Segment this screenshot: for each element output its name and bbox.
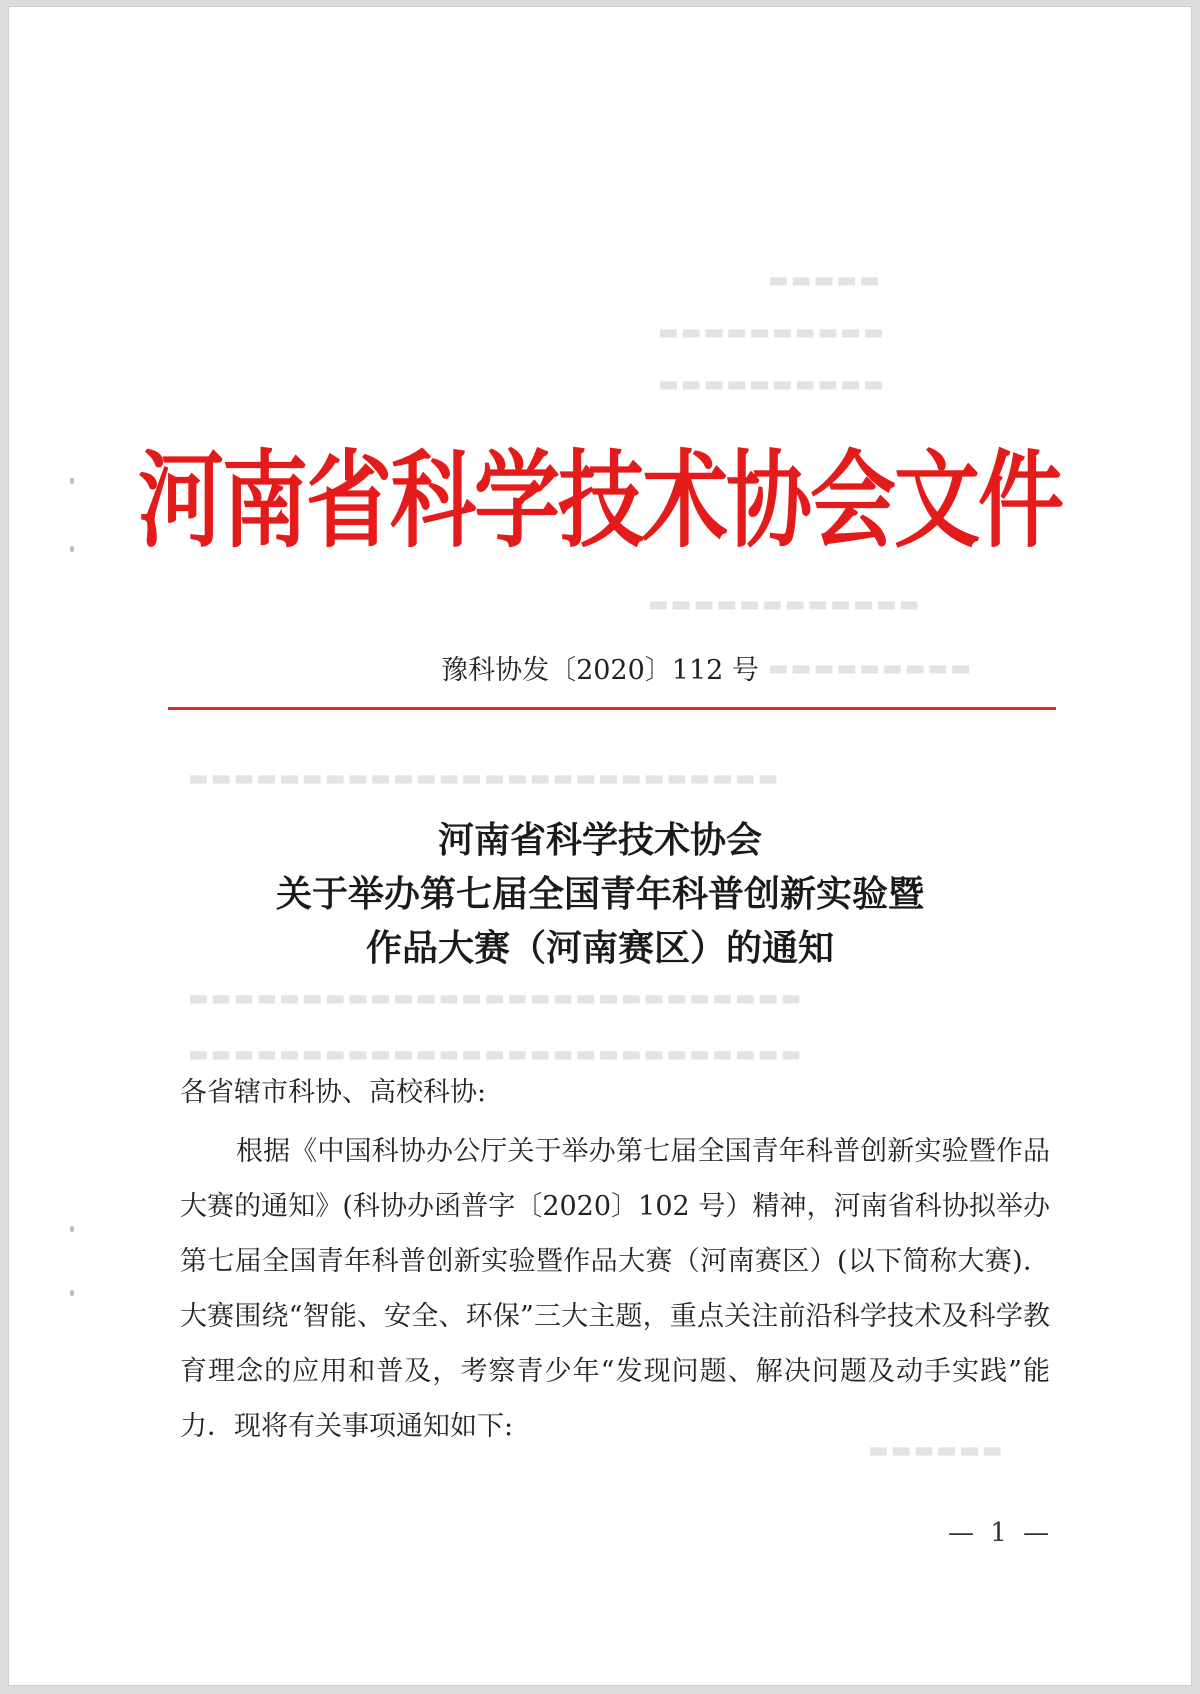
bleed-through-shadow: ▬▬▬▬▬▬▬▬▬▬: [658, 320, 886, 345]
body-paragraph: 根据《中国科协办公厅关于举办第七届全国青年科普创新实验暨作品大赛的通知》(科协办函普字〔2020〕102 号）精神，河南省科协拟举办第七届全国青年科普创新实验暨作品大赛（河南赛区）(以下简称大赛)．大赛围绕“智能、安全、环保”三大主题，重点关注前沿科学技术及科学教育理念的应用和普及，考察青少年“发现问题、解决问题及动手实践”能力．现将有关事项通知如下:: [180, 1136, 1050, 1442]
page-number: — 1 —: [948, 1518, 1054, 1548]
bleed-through-shadow: ▬▬▬▬▬▬▬▬▬▬▬▬▬▬▬▬▬▬▬▬▬▬▬▬▬▬: [188, 766, 781, 791]
document-number: 豫科协发〔2020〕112 号: [441, 655, 759, 686]
red-divider-rule: [168, 707, 1056, 710]
bleed-through-shadow: ▬▬▬▬▬▬▬▬▬▬▬▬▬▬▬▬▬▬▬▬▬▬▬▬▬▬▬: [188, 1042, 804, 1067]
bleed-through-shadow: ▬▬▬▬▬▬▬▬▬▬▬▬: [648, 592, 922, 617]
bleed-through-shadow: ▬▬▬▬▬▬▬▬▬: [768, 656, 974, 681]
bleed-through-shadow: ▬▬▬▬▬▬▬▬▬▬▬▬▬▬▬▬▬▬▬▬▬▬▬▬▬▬▬: [188, 986, 804, 1011]
bleed-through-shadow: ▬▬▬▬▬▬: [868, 1438, 1005, 1463]
bleed-through-shadow: ▬▬▬▬▬▬▬▬▬▬: [658, 372, 886, 397]
notice-title: [8, 814, 1192, 976]
document-page: [8, 6, 1192, 1686]
bleed-through-shadow: ▬▬▬▬▬: [768, 268, 882, 293]
letterhead-title: 河南省科学技术协会文件: [138, 440, 1062, 563]
notice-title-line-3: 作品大赛（河南赛区）的通知: [365, 928, 834, 969]
binding-hole-mark: [70, 1290, 74, 1296]
notice-title-line-2: 关于举办第七届全国青年科普创新实验暨: [275, 874, 924, 915]
notice-title-line-1: 河南省科学技术协会: [437, 820, 762, 861]
binding-hole-mark: [70, 1226, 74, 1232]
addressee-line: 各省辖市科协、高校科协:: [180, 1077, 487, 1108]
